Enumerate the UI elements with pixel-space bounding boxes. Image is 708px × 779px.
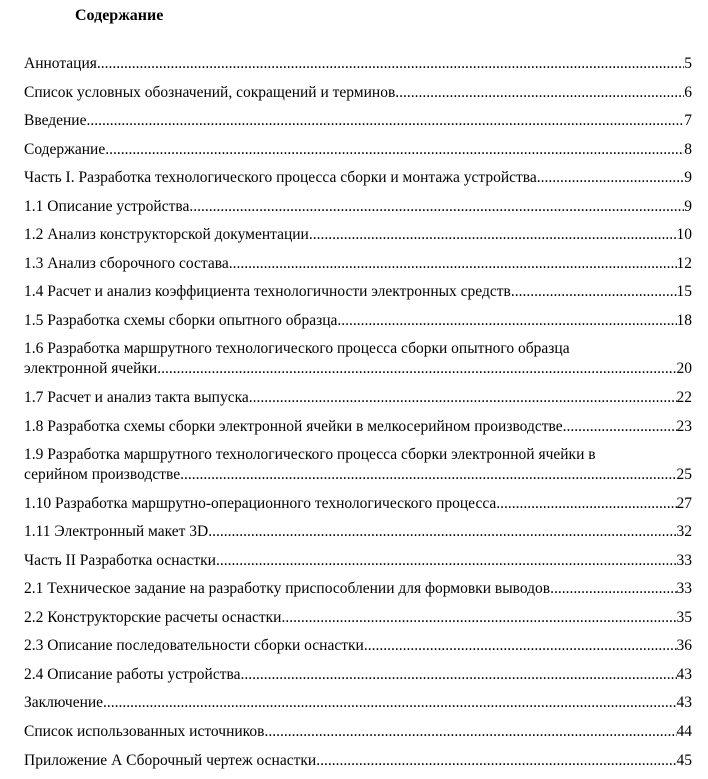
toc-dot-leader [264, 722, 676, 742]
toc-dot-leader [563, 417, 677, 437]
toc-entry-label: Часть I. Разработка технологического процесса сборки и монтажа устройства [24, 169, 537, 187]
toc-dot-leader [189, 197, 684, 217]
toc-page-number: 15 [676, 283, 692, 301]
toc-page-number: 10 [676, 226, 692, 244]
toc-page-number: 32 [676, 523, 692, 541]
toc-entry-label: 1.1 Описание устройства [24, 197, 190, 215]
toc-dot-leader [550, 579, 676, 599]
toc-entry[interactable] [24, 445, 692, 485]
toc-entry[interactable] [24, 417, 692, 437]
toc-dot-leader [364, 636, 677, 656]
toc-dot-leader [395, 83, 684, 103]
toc-entry-label: Список использованных источников [24, 723, 265, 741]
toc-entry-label: Список условных обозначений, сокращений и терминов [24, 83, 396, 101]
toc-page-number: 7 [684, 112, 692, 130]
toc-entry-label: Аннотация [24, 55, 97, 72]
toc-line [24, 722, 692, 742]
toc-entry-label: Часть II Разработка оснастки [24, 551, 216, 569]
toc-entry[interactable] [24, 168, 692, 188]
toc-line [24, 551, 692, 571]
toc-page-number: 33 [676, 551, 692, 569]
toc-dot-leader [216, 551, 677, 571]
toc-entry-label: 1.3 Анализ сборочного состава [24, 254, 229, 272]
toc-entry-label-line2: электронной ячейки [24, 360, 158, 378]
toc-entry[interactable] [24, 140, 692, 160]
toc-entry[interactable] [24, 339, 692, 379]
toc-entry-label: 2.3 Описание последовательности сборки оснастки [24, 637, 364, 655]
toc-entry[interactable] [24, 665, 692, 685]
toc-entry[interactable] [24, 311, 692, 331]
toc-dot-leader [496, 494, 676, 514]
toc-dot-leader [86, 111, 684, 131]
toc-dot-leader [309, 225, 677, 245]
toc-entry[interactable] [24, 111, 692, 131]
toc-page-number: 9 [684, 197, 692, 215]
toc-line [24, 751, 692, 771]
toc-dot-leader [316, 751, 676, 771]
toc-dot-leader [208, 522, 676, 542]
toc-entry-label: 1.11 Электронный макет 3D [24, 523, 209, 541]
toc-page-number: 45 [676, 751, 692, 769]
toc-page-number: 33 [676, 580, 692, 598]
toc-page-number: 22 [676, 389, 692, 407]
toc-entry[interactable] [24, 751, 692, 771]
toc-entry-label-line1: 1.6 Разработка маршрутного технологического процесса сборки опытного образца [24, 340, 570, 358]
toc-line [24, 168, 692, 188]
toc-entry[interactable] [24, 551, 692, 571]
toc-line [24, 636, 692, 656]
toc-line [24, 417, 692, 437]
toc-page-number: 35 [676, 608, 692, 626]
toc-dot-leader [241, 665, 677, 685]
toc-entry-label: 1.10 Разработка маршрутно-операционного технологического процесса [24, 494, 497, 512]
toc-page-number: 6 [684, 83, 692, 101]
toc-dot-leader [281, 608, 676, 628]
toc-dot-leader [157, 359, 676, 379]
toc-line [24, 83, 692, 103]
toc-entry[interactable] [24, 579, 692, 599]
toc-entry-label: Приложение А Сборочный чертеж оснастки [24, 751, 317, 769]
toc-entry-label: 2.1 Техническое задание на разработку приспособлении для формовки выводов [24, 580, 551, 598]
toc-line [24, 197, 692, 217]
toc-page-number: 43 [676, 694, 692, 712]
toc-entry[interactable] [24, 636, 692, 656]
toc-page-number: 23 [676, 417, 692, 435]
toc-entry-label-line1: 1.9 Разработка маршрутного технологического процесса сборки электронной ячейки в [24, 446, 596, 464]
toc-line [24, 465, 692, 485]
toc-page-number: 44 [676, 723, 692, 741]
toc-dot-leader [229, 254, 677, 274]
toc-page-number: 20 [676, 360, 692, 378]
toc-line [24, 608, 692, 628]
toc-line [24, 665, 692, 685]
toc-dot-leader [511, 282, 677, 302]
toc-dot-leader [537, 168, 684, 188]
toc-line [24, 282, 692, 302]
toc-page-number: 18 [676, 311, 692, 329]
toc-line [24, 359, 692, 379]
toc-entry[interactable] [24, 522, 692, 542]
toc-dot-leader [105, 140, 684, 160]
toc-entry[interactable] [24, 54, 692, 74]
toc-line [24, 388, 692, 408]
toc-entry[interactable] [24, 608, 692, 628]
toc-entry-label: Заключение [24, 694, 104, 712]
toc-page-number: 8 [684, 140, 692, 158]
toc-entry-label: Введение [24, 112, 87, 130]
toc-page-number: 36 [676, 637, 692, 655]
toc-line [24, 140, 692, 160]
toc-page-number: 25 [676, 466, 692, 484]
toc-line [24, 54, 692, 74]
toc-page-number: 12 [676, 254, 692, 272]
toc-title: Содержание [75, 7, 164, 24]
toc-entry-label: 1.2 Анализ конструкторской документации [24, 226, 309, 244]
toc-entry[interactable] [24, 722, 692, 742]
toc-list [24, 54, 692, 779]
toc-entry-label: 1.5 Разработка схемы сборки опытного образца [24, 311, 338, 329]
toc-line [24, 693, 692, 713]
toc-line [24, 579, 692, 599]
toc-dot-leader [337, 311, 676, 331]
toc-page-number: 9 [684, 169, 692, 187]
toc-entry-label: 2.4 Описание работы устройства [24, 665, 241, 683]
toc-entry[interactable] [24, 197, 692, 217]
toc-entry-label: 2.2 Конструкторские расчеты оснастки [24, 608, 282, 626]
toc-entry[interactable] [24, 83, 692, 103]
toc-page-number: 43 [676, 665, 692, 683]
toc-line [24, 311, 692, 331]
toc-line [24, 254, 692, 274]
toc-entry-label: 1.7 Расчет и анализ такта выпуска [24, 389, 249, 407]
toc-entry-label: 1.4 Расчет и анализ коэффициента технологичности электронных средств [24, 283, 511, 301]
toc-entry[interactable] [24, 225, 692, 245]
toc-line [24, 225, 692, 245]
toc-entry[interactable] [24, 282, 692, 302]
toc-entry[interactable] [24, 693, 692, 713]
toc-line [24, 111, 692, 131]
toc-dot-leader [97, 54, 684, 74]
toc-entry[interactable] [24, 254, 692, 274]
toc-entry-label: Содержание [24, 140, 106, 158]
toc-line [24, 522, 692, 542]
toc-entry[interactable] [24, 388, 692, 408]
toc-entry-label: 1.8 Разработка схемы сборки электронной ячейки в мелкосерийном производстве [24, 417, 563, 435]
toc-page-number: 27 [676, 494, 692, 512]
toc-entry[interactable] [24, 494, 692, 514]
toc-dot-leader [249, 388, 677, 408]
toc-page-number: 5 [684, 55, 692, 72]
toc-dot-leader [180, 465, 676, 485]
toc-entry-label-line2: серийном производстве [24, 466, 181, 484]
toc-line [24, 494, 692, 514]
toc-dot-leader [103, 693, 676, 713]
